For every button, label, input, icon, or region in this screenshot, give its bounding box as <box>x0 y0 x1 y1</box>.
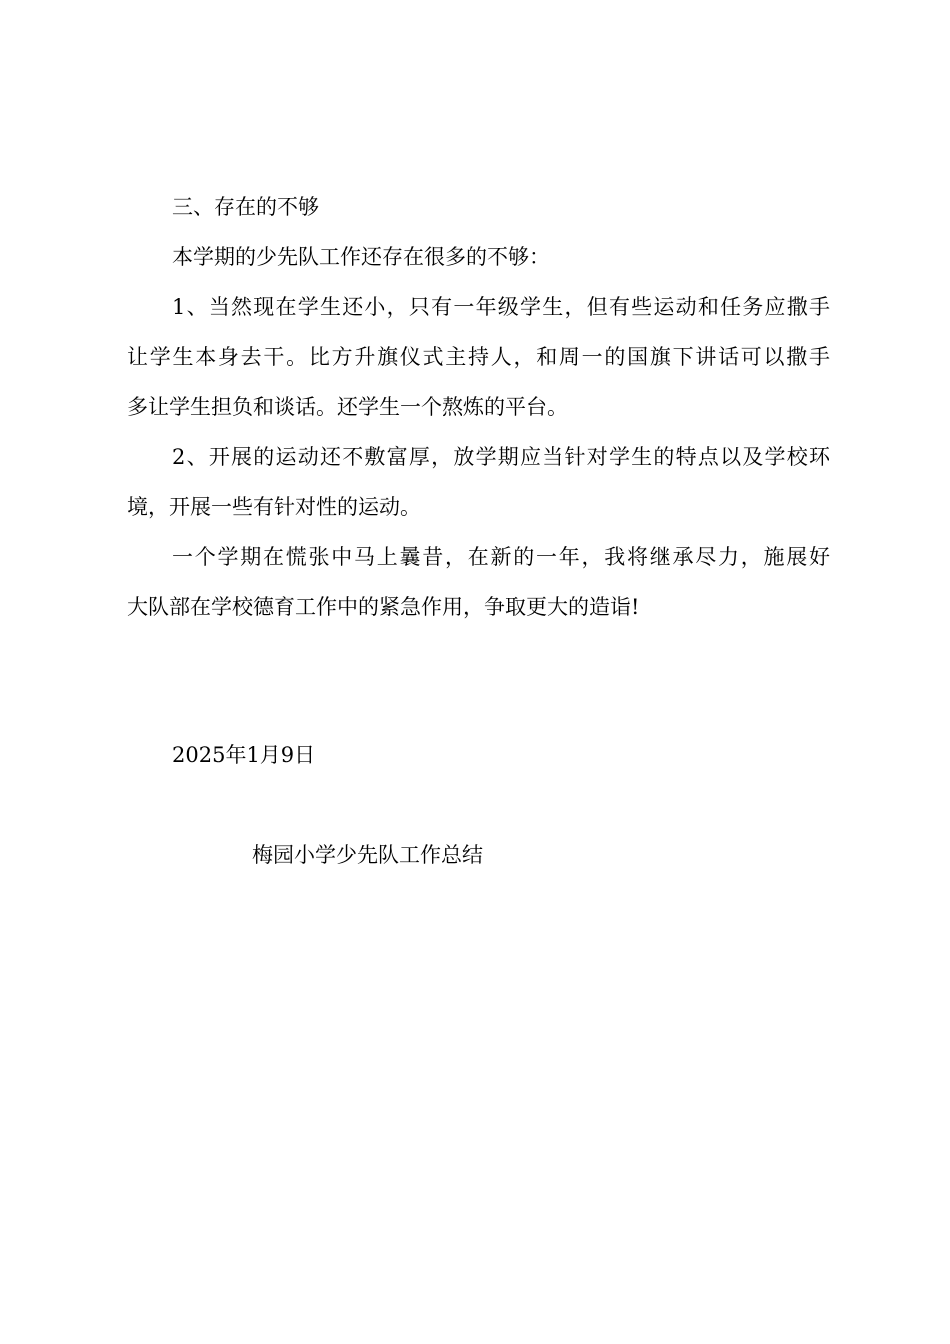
document-date: 2025年1月9日 <box>172 743 316 767</box>
item1-line3: 多让学生担负和谈话。还学生一个熬炼的平台。 <box>127 395 568 419</box>
item2-line1: 2、开展的运动还不敷富厚，放学期应当针对学生的特点以及学校环 <box>172 445 830 469</box>
item1-line2: 让学生本身去干。比方升旗仪式主持人，和周一的国旗下讲话可以撒手 <box>127 345 830 369</box>
section-heading: 三、存在的不够 <box>172 195 319 219</box>
footer-title: 梅园小学少先队工作总结 <box>252 843 483 867</box>
intro-paragraph: 本学期的少先队工作还存在很多的不够： <box>172 245 550 269</box>
closing-line1: 一个学期在慌张中马上曩昔，在新的一年，我将继承尽力，施展好 <box>172 545 830 569</box>
closing-line2: 大队部在学校德育工作中的紧急作用，争取更大的造诣! <box>127 595 640 619</box>
item1-line1: 1、当然现在学生还小，只有一年级学生，但有些运动和任务应撒手 <box>172 295 830 319</box>
item2-line2: 境，开展一些有针对性的运动。 <box>127 495 421 519</box>
